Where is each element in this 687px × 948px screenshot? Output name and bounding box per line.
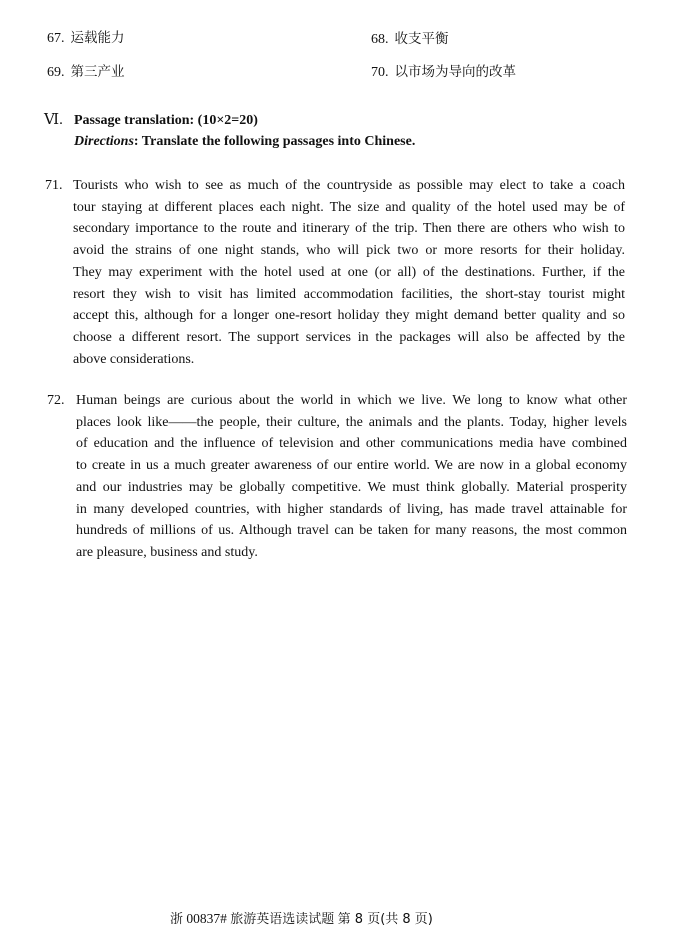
passage-line: in many developed countries, with higher standards of living, has made travel attainable for: [76, 501, 627, 517]
passage-line: resort they wish to visit has limited accommodation facilities, the short-stay tourist might: [73, 286, 625, 302]
passage-line: avoid the strains of one night stands, who will pick two or more resorts for their holiday.: [73, 243, 625, 259]
footer-code: 00837: [186, 911, 221, 926]
footer-mark: #: [220, 911, 227, 926]
passage-line: places look like——the people, their culture, the animals and the plants. Today, higher levels: [76, 414, 627, 430]
footer-course: 旅游英语选读试题: [230, 912, 335, 927]
passage-71: [45, 175, 625, 370]
passage-line: Tourists who wish to see as much of the countryside as possible may elect to take a coach: [73, 178, 625, 193]
passage-line: They may experiment with the hotel used at one (or all) of the destinations. Further, if the: [73, 264, 625, 280]
directions-text: : Translate the following passages into Chinese.: [133, 134, 416, 149]
vocab-number: 69.: [47, 65, 65, 80]
passage-line: tour staying at different places each night. The size and quality of the hotel used may be of: [73, 199, 625, 215]
passage-line: Human beings are curious about the world in which we live. We long to know what other: [76, 393, 627, 408]
section-title: Passage translation: (10×2=20): [74, 113, 258, 128]
vocab-item-67: [47, 29, 125, 48]
vocab-term: 收支平衡: [394, 31, 449, 47]
footer-page-number: 第 8 页(共 8 页): [337, 912, 433, 927]
passage-line: above considerations.: [73, 351, 195, 367]
vocab-item-68: [371, 30, 449, 49]
passage-number: 71.: [45, 178, 63, 193]
vocab-number: 67.: [47, 31, 65, 46]
vocab-item-69: [47, 63, 125, 82]
vocab-term: 第三产业: [70, 64, 125, 80]
directions-label: Directions: [74, 134, 134, 149]
section-heading: [44, 111, 258, 130]
vocab-number: 70.: [371, 65, 389, 80]
passage-line: are pleasure, business and study.: [76, 544, 258, 560]
section-directions: [74, 133, 415, 151]
vocab-number: 68.: [371, 32, 389, 47]
footer-prefix: 浙: [170, 912, 184, 927]
passage-line: accept this, although for a longer one-resort holiday they might demand better quality and so: [73, 308, 625, 324]
passage-line: secondary importance to the route and itinerary of the trip. Then there are others who wish to: [73, 221, 625, 237]
passage-line: of education and the influence of television and other communications media have combined: [76, 436, 627, 452]
vocab-term: 运载能力: [70, 30, 125, 46]
page-footer: [170, 910, 433, 929]
passage-line: and our industries may be globally competitive. We must think globally. Material prosperity: [76, 479, 627, 495]
passage-72: [47, 390, 627, 564]
passage-line: choose a different resort. The support services in the packages will also be affected by the: [73, 329, 625, 345]
vocab-item-70: [371, 63, 516, 82]
passage-line: hundreds of millions of us. Although travel can be taken for many reasons, the most common: [76, 523, 627, 539]
vocab-term: 以市场为导向的改革: [394, 64, 516, 80]
section-numeral: Ⅵ.: [44, 112, 63, 128]
passage-line: to create in us a much greater awareness of our entire world. We are now in a global economy: [76, 458, 627, 474]
passage-number: 72.: [47, 393, 65, 408]
